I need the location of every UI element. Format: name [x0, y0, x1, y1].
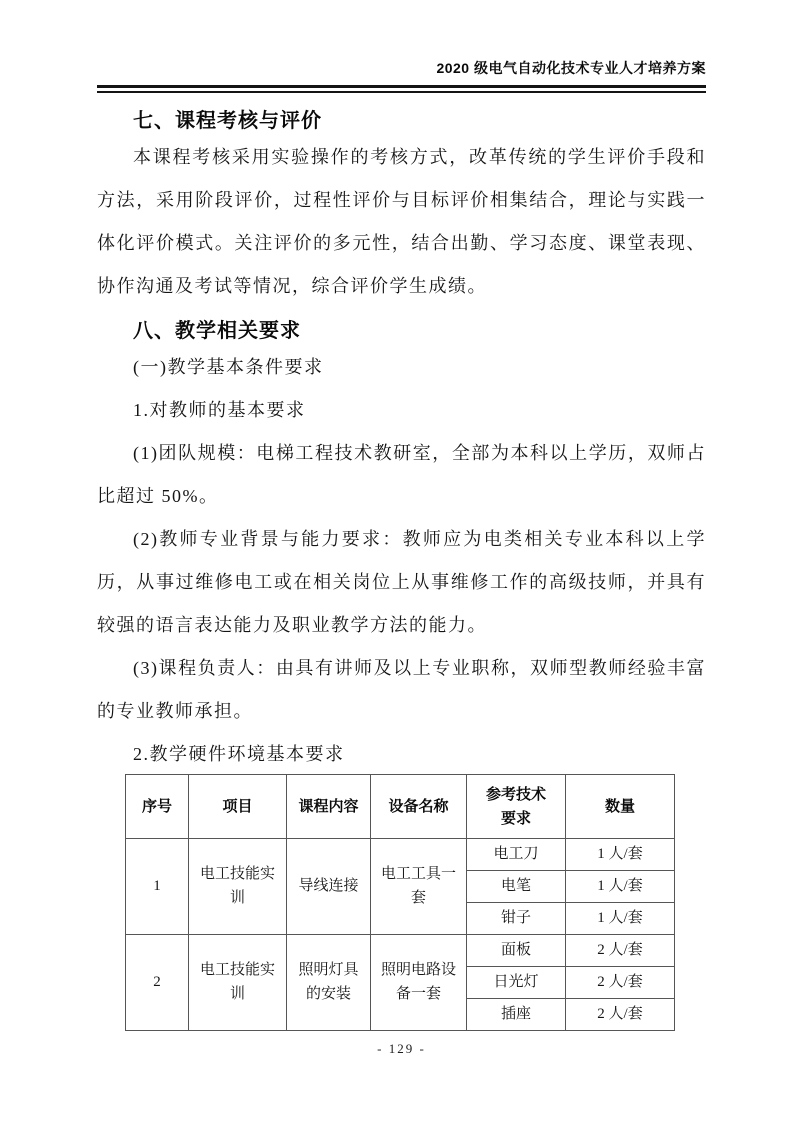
- item-quantity-cell: 2 人/套: [566, 999, 675, 1031]
- item-name-cell: 面板: [467, 935, 566, 967]
- col-header-quantity: 数量: [566, 775, 675, 839]
- teacher-requirements-heading: 1.对教师的基本要求: [133, 400, 306, 420]
- item-quantity-cell: 1 人/套: [566, 871, 675, 903]
- header-title: 2020 级电气自动化技术专业人才培养方案: [436, 60, 706, 76]
- col-header-project: 项目: [189, 775, 287, 839]
- equipment-table: [125, 774, 675, 1031]
- header-double-rule: [97, 85, 706, 93]
- section-8-heading: 八、教学相关要求: [133, 320, 301, 342]
- course-leader-paragraph: (3)课程负责人：由具有讲师及以上专业职称，双师型教师经验丰富的专业教师承担。: [97, 658, 706, 721]
- item-name-cell: 钳子: [467, 903, 566, 935]
- item-quantity-cell: 1 人/套: [566, 839, 675, 871]
- table-row: [126, 935, 675, 967]
- section-7-paragraph: 本课程考核采用实验操作的考核方式，改革传统的学生评价手段和方法，采用阶段评价，过程性评价与目标评价相集结合，理论与实践一体化评价模式。关注评价的多元性，结合出勤、学习态度、课堂表现、协作沟通及考试等情况，综合评价学生成绩。: [97, 147, 706, 296]
- col-header-tech-requirements: 参考技术要求: [467, 775, 566, 839]
- section-7-heading: 七、课程考核与评价: [133, 110, 322, 132]
- page-number: - 129 -: [377, 1041, 426, 1056]
- subsection-1-heading: (一)教学基本条件要求: [133, 357, 324, 377]
- teacher-background-paragraph: (2)教师专业背景与能力要求：教师应为电类相关专业本科以上学历，从事过维修电工或在相关岗位上从事维修工作的高级技师，并具有较强的语言表达能力及职业教学方法的能力。: [97, 529, 706, 635]
- hardware-requirements-heading: 2.教学硬件环境基本要求: [133, 744, 345, 764]
- table-header-row: [126, 775, 675, 839]
- equipment-name-cell: 电工工具一套: [371, 839, 467, 935]
- item-name-cell: 电工刀: [467, 839, 566, 871]
- equipment-name-cell: 照明电路设备一套: [371, 935, 467, 1031]
- col-header-index: 序号: [126, 775, 189, 839]
- page-header: [97, 58, 706, 93]
- item-quantity-cell: 2 人/套: [566, 935, 675, 967]
- item-name-cell: 日光灯: [467, 967, 566, 999]
- project-cell: 电工技能实训: [189, 839, 287, 935]
- col-header-equipment-name: 设备名称: [371, 775, 467, 839]
- item-name-cell: 插座: [467, 999, 566, 1031]
- course-content-cell: 照明灯具的安装: [287, 935, 371, 1031]
- page-footer: [97, 1040, 706, 1058]
- row-index-cell: 2: [126, 935, 189, 1031]
- item-quantity-cell: 1 人/套: [566, 903, 675, 935]
- col-header-course-content: 课程内容: [287, 775, 371, 839]
- item-name-cell: 电笔: [467, 871, 566, 903]
- row-index-cell: 1: [126, 839, 189, 935]
- course-content-cell: 导线连接: [287, 839, 371, 935]
- item-quantity-cell: 2 人/套: [566, 967, 675, 999]
- table-row: [126, 839, 675, 871]
- project-cell: 电工技能实训: [189, 935, 287, 1031]
- team-size-paragraph: (1)团队规模：电梯工程技术教研室，全部为本科以上学历，双师占比超过 50%。: [97, 443, 706, 506]
